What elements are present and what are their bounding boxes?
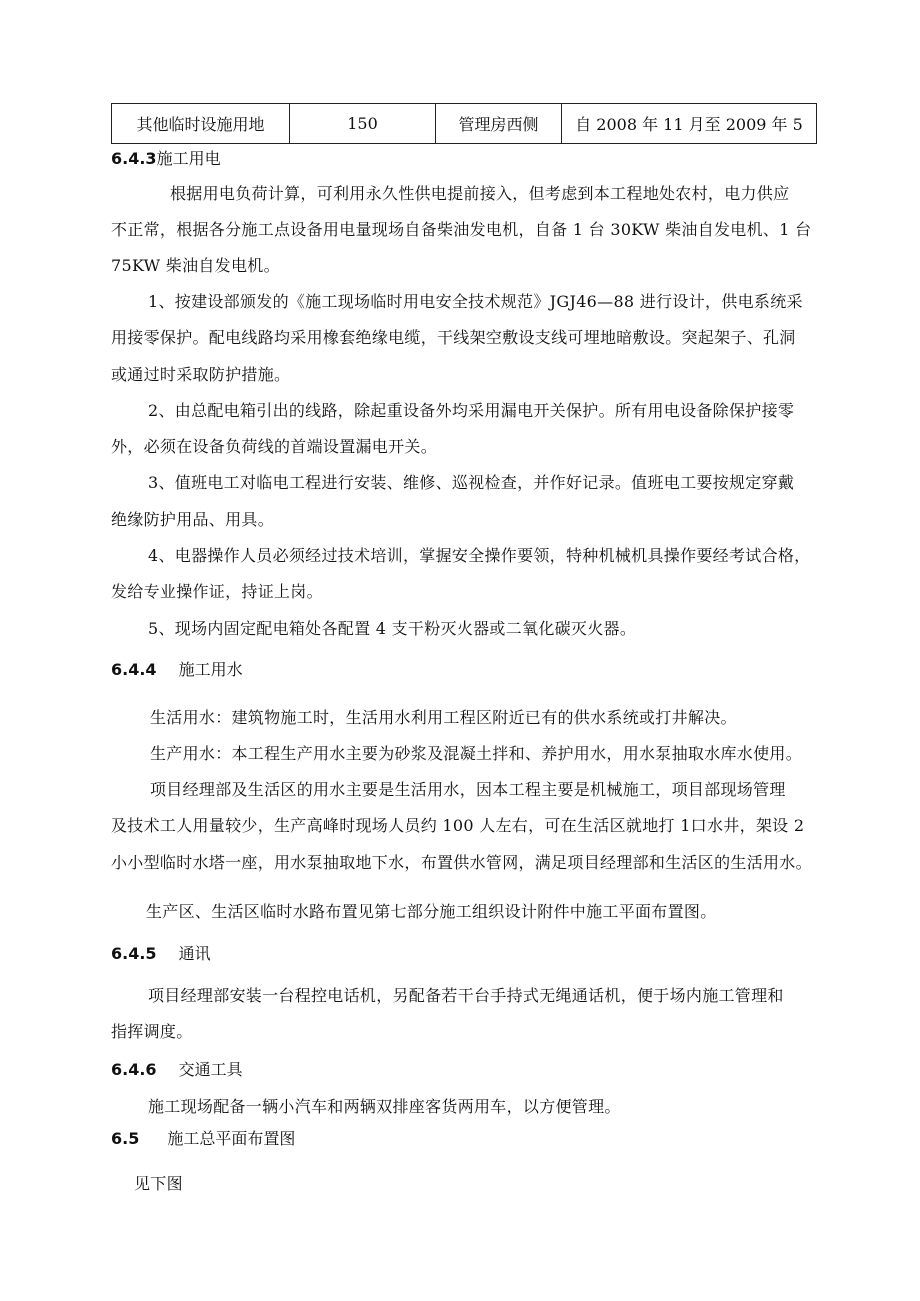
list-item-line: 3、值班电工对临电工程进行安装、维修、巡视检查，并作好记录。值班电工要按规定穿戴 bbox=[148, 473, 795, 492]
section-number: 6.4.6 bbox=[111, 1060, 157, 1079]
paragraph-line: 小小型临时水塔一座，用水泵抽取地下水，布置供水管网，满足项目经理部和生活区的生活用水。 bbox=[111, 853, 812, 872]
list-item-line: 或通过时采取防护措施。 bbox=[111, 365, 291, 384]
table-cell-location: 管理房西侧 bbox=[436, 104, 562, 144]
list-item-line: 4、电器操作人员必须经过技术培训，掌握安全操作要领，特种机械机具操作要经考试合格， bbox=[148, 546, 811, 565]
paragraph-line: 项目经理部及生活区的用水主要是生活用水，因本工程主要是机械施工，项目部现场管理 bbox=[150, 780, 786, 799]
paragraph-line: 生产区、生活区临时水路布置见第七部分施工组织设计附件中施工平面布置图。 bbox=[146, 902, 717, 921]
paragraph-line: 施工现场配备一辆小汽车和两辆双排座客货两用车，以方便管理。 bbox=[148, 1097, 621, 1116]
table-row bbox=[112, 104, 817, 144]
section-title: 通讯 bbox=[178, 944, 211, 963]
table-cell-area: 150 bbox=[290, 104, 436, 144]
list-item-line: 2、由总配电箱引出的线路，除起重设备外均采用漏电开关保护。所有用电设备除保护接零 bbox=[148, 401, 795, 420]
list-item-line: 用接零保护。配电线路均采用橡套绝缘电缆，干线架空敷设支线可埋地暗敷设。突起架子、孔洞 bbox=[111, 328, 796, 347]
table-cell-item: 其他临时设施用地 bbox=[112, 104, 290, 144]
paragraph-line: 不正常，根据各分施工点设备用电量现场自备柴油发电机，自备 1 台 30KW 柴油自发电机、1 台 bbox=[111, 220, 812, 239]
paragraph-line: 75KW 柴油自发电机。 bbox=[111, 256, 280, 275]
section-number: 6.4.3 bbox=[111, 149, 157, 168]
table-cell-period: 自 2008 年 11 月至 2009 年 5 bbox=[562, 104, 817, 144]
heading-6-4-6 bbox=[111, 1057, 243, 1080]
paragraph-line: 根据用电负荷计算，可利用永久性供电提前接入，但考虑到本工程地处农村，电力供应 bbox=[170, 184, 790, 203]
section-number: 6.4.5 bbox=[111, 944, 157, 963]
section-title: 交通工具 bbox=[178, 1060, 243, 1079]
list-item-line: 发给专业操作证，持证上岗。 bbox=[111, 582, 323, 601]
paragraph-line: 生产用水：本工程生产用水主要为砂浆及混凝土拌和、养护用水，用水泵抽取水库水使用。 bbox=[150, 744, 803, 763]
heading-6-4-3 bbox=[111, 146, 221, 169]
section-title: 施工总平面布置图 bbox=[167, 1129, 296, 1148]
list-item-line: 外，必须在设备负荷线的首端设置漏电开关。 bbox=[111, 437, 438, 456]
heading-6-5 bbox=[111, 1126, 295, 1149]
paragraph-line: 生活用水：建筑物施工时，生活用水利用工程区附近已有的供水系统或打井解决。 bbox=[150, 708, 737, 727]
list-item-line: 5、现场内固定配电箱处各配置 4 支干粉灭火器或二氧化碳灭火器。 bbox=[148, 619, 637, 638]
heading-6-4-4 bbox=[111, 657, 243, 680]
paragraph-line: 见下图 bbox=[134, 1174, 183, 1193]
paragraph-line: 指挥调度。 bbox=[111, 1022, 193, 1041]
paragraph-line: 及技术工人用量较少，生产高峰时现场人员约 100 人左右，可在生活区就地打 1口水井，架设 2 bbox=[111, 816, 805, 835]
list-item-line: 1、按建设部颁发的《施工现场临时用电安全技术规范》JGJ46—88 进行设计，供电系统采 bbox=[148, 292, 803, 311]
section-number: 6.5 bbox=[111, 1129, 140, 1148]
heading-6-4-5 bbox=[111, 941, 211, 964]
section-title: 施工用水 bbox=[178, 660, 243, 679]
paragraph-line: 项目经理部安装一台程控电话机，另配备若干台手持式无绳通话机，便于场内施工管理和 bbox=[148, 986, 784, 1005]
section-number: 6.4.4 bbox=[111, 660, 157, 679]
list-item-line: 绝缘防护用品、用具。 bbox=[111, 510, 275, 529]
section-title: 施工用电 bbox=[156, 149, 221, 168]
land-use-table bbox=[111, 103, 817, 144]
